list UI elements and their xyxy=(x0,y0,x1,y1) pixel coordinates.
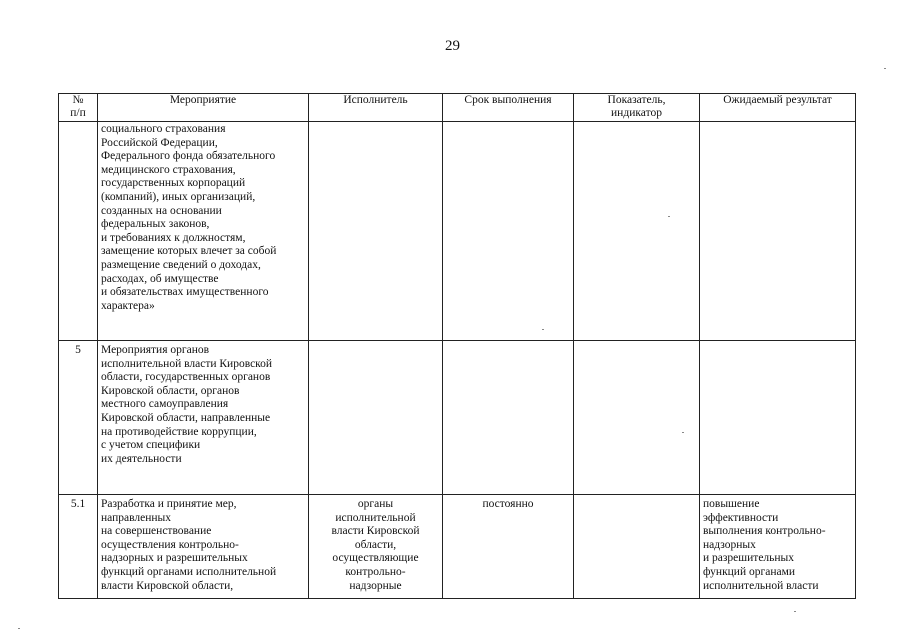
text-line: Кировской области, органов xyxy=(101,384,240,397)
text-line: местного самоуправления xyxy=(101,398,229,411)
table-row xyxy=(59,495,856,599)
result-cell xyxy=(700,495,856,599)
table-row xyxy=(59,122,856,341)
event-cell xyxy=(98,341,309,495)
row-number xyxy=(59,122,98,341)
text-line: органы xyxy=(357,498,394,510)
indicator-cell xyxy=(574,122,700,341)
text-line: индикатор xyxy=(611,107,662,119)
term-cell xyxy=(443,122,574,341)
text-line: контрольно- xyxy=(345,565,406,578)
header-number xyxy=(59,94,98,122)
text-line: области, государственных органов xyxy=(101,371,271,384)
event-cell xyxy=(98,495,309,599)
text-line: социального страхования xyxy=(101,123,226,135)
executor-cell xyxy=(309,341,443,495)
text-line: выполнения контрольно- xyxy=(703,525,826,538)
text-line: Ожидаемый результат xyxy=(723,94,832,106)
header-event xyxy=(98,94,309,122)
text-line: повышение xyxy=(703,498,760,510)
text-line: исполнительной власти xyxy=(703,579,819,592)
indicator-cell xyxy=(574,341,700,495)
text-line: надзорных xyxy=(703,538,756,551)
row-number: 5.1 xyxy=(59,495,98,599)
row-number: 5 xyxy=(59,341,98,495)
text-line: осуществляющие xyxy=(332,552,419,565)
text-line: и обязательствах имущественного xyxy=(101,286,269,299)
text-line: исполнительной xyxy=(335,511,416,524)
scan-speck xyxy=(18,628,20,629)
text-line: осуществления контрольно- xyxy=(101,538,239,551)
text-line: надзорных и разрешительных xyxy=(101,552,248,565)
text-line: (компаний), иных организаций, xyxy=(101,190,256,203)
result-cell xyxy=(700,341,856,495)
event-cell xyxy=(98,122,309,341)
text-line: характера» xyxy=(101,299,155,312)
text-line: медицинского страхования, xyxy=(101,163,236,176)
scan-speck xyxy=(542,329,544,330)
table-row xyxy=(59,341,856,495)
measures-table xyxy=(58,93,856,599)
text-line: и требованиях к должностям, xyxy=(101,231,246,244)
text-line: власти Кировской области, xyxy=(101,579,234,592)
result-cell xyxy=(700,122,856,341)
executor-cell xyxy=(309,495,443,599)
text-line: постоянно xyxy=(482,498,534,510)
text-line: Мероприятие xyxy=(169,94,237,106)
text-line: Разработка и принятие мер, xyxy=(101,498,237,510)
scan-speck xyxy=(668,216,670,217)
header-term xyxy=(443,94,574,122)
text-line: власти Кировской xyxy=(331,525,420,538)
header-executor xyxy=(309,94,443,122)
text-line: надзорные xyxy=(349,579,402,592)
text-line: их деятельности xyxy=(101,452,182,465)
text-line: Российской Федерации, xyxy=(101,136,218,149)
text-line: на совершенствование xyxy=(101,525,212,538)
text-line: федеральных законов, xyxy=(101,218,210,231)
table-header-row xyxy=(59,94,856,122)
text-line: Федерального фонда обязательного xyxy=(101,150,276,163)
text-line: на противодействие коррупции, xyxy=(101,425,257,438)
text-line: исполнительной власти Кировской xyxy=(101,357,273,370)
text-line: государственных корпораций xyxy=(101,177,246,190)
text-line: № xyxy=(72,94,84,106)
text-line: размещение сведений о доходах, xyxy=(101,258,261,271)
text-line: расходах, об имуществе xyxy=(101,272,219,285)
text-line: п/п xyxy=(70,107,86,119)
scan-speck xyxy=(794,611,796,612)
text-line: Мероприятия органов xyxy=(101,344,210,356)
text-line: Кировской области, направленные xyxy=(101,411,271,424)
text-line: функций органами исполнительной xyxy=(101,565,277,578)
scan-speck xyxy=(682,432,684,433)
text-line: Показатель, xyxy=(607,94,666,106)
term-cell xyxy=(443,495,574,599)
text-line: с учетом специфики xyxy=(101,439,201,452)
text-line: замещение которых влечет за собой xyxy=(101,245,277,258)
header-result xyxy=(700,94,856,122)
text-line: созданных на основании xyxy=(101,204,222,217)
text-line: области, xyxy=(354,538,397,551)
indicator-cell xyxy=(574,495,700,599)
text-line: и разрешительных xyxy=(703,552,795,565)
term-cell xyxy=(443,341,574,495)
page-number: 29 xyxy=(445,38,460,54)
text-line: функций органами xyxy=(703,565,796,578)
text-line: направленных xyxy=(101,511,172,524)
text-line: Исполнитель xyxy=(343,94,408,106)
scan-speck xyxy=(884,68,886,69)
executor-cell xyxy=(309,122,443,341)
text-line: Срок выполнения xyxy=(464,94,552,106)
text-line: эффективности xyxy=(703,511,779,524)
header-indicator xyxy=(574,94,700,122)
